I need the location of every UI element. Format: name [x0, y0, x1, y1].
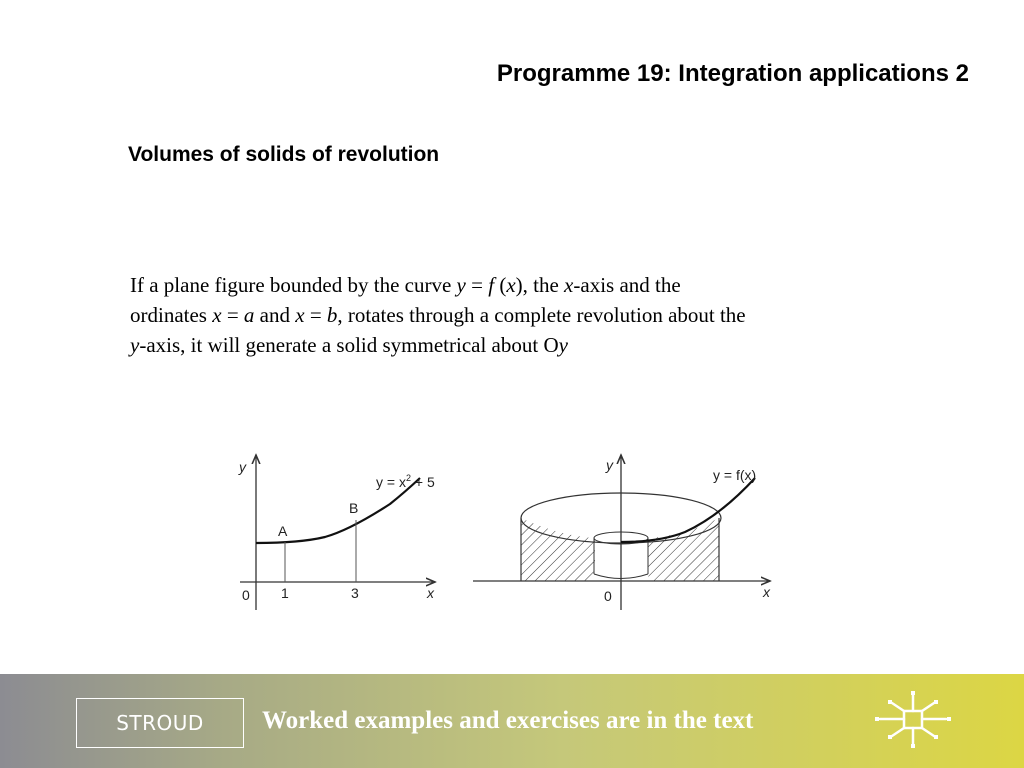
- text-run: ordinates: [130, 303, 213, 327]
- math-variable: x: [564, 273, 574, 297]
- curve-label-constant: + 5: [410, 474, 435, 490]
- text-run: If a plane figure bounded by the curve: [130, 273, 457, 297]
- text-run: =: [221, 303, 244, 327]
- math-variable: b: [326, 303, 338, 327]
- body-paragraph: [130, 270, 910, 360]
- text-run: -axis and the: [573, 273, 681, 297]
- left-origin-label: 0: [242, 587, 250, 603]
- math-variable: y: [456, 273, 466, 297]
- math-variable: y: [130, 333, 140, 357]
- tick-label-1: 1: [281, 585, 289, 601]
- math-variable: x: [212, 303, 222, 327]
- math-variable: f: [488, 273, 495, 297]
- paragraph-line-3: [130, 330, 910, 360]
- math-variable: x: [295, 303, 305, 327]
- left-curve-label: [376, 473, 435, 490]
- hatched-region-left: [521, 518, 595, 581]
- hatched-region-right: [648, 518, 719, 581]
- page-title: Programme 19: Integration applications 2: [496, 60, 969, 87]
- text-run: -axis, it will generate a solid symmetrical about O: [139, 333, 559, 357]
- right-curve-label: y = f(x): [713, 467, 757, 483]
- footer-text: Worked examples and exercises are in the text: [262, 707, 754, 734]
- circuit-icon: [872, 688, 954, 752]
- math-variable: y: [558, 333, 568, 357]
- point-a-label: A: [278, 523, 288, 539]
- text-run: =: [304, 303, 327, 327]
- right-x-label: x: [763, 584, 770, 600]
- left-y-label: y: [239, 459, 246, 475]
- right-y-label: y: [606, 457, 613, 473]
- text-run: (: [494, 273, 507, 297]
- curve-label-exponent: 2: [405, 473, 411, 483]
- text-run: ), the: [515, 273, 565, 297]
- text-run: =: [465, 273, 489, 297]
- point-b-label: B: [349, 500, 359, 516]
- section-subtitle: Volumes of solids of revolution: [128, 143, 440, 166]
- math-variable: a: [243, 303, 255, 327]
- text-run: and: [254, 303, 296, 327]
- paragraph-line-2: [130, 300, 910, 330]
- left-x-label: x: [427, 585, 434, 601]
- tick-label-3: 3: [351, 585, 359, 601]
- left-graph: [238, 455, 435, 610]
- right-graph: [473, 455, 771, 610]
- curve-label-main: y = x: [376, 474, 406, 490]
- math-variable: x: [506, 273, 516, 297]
- paragraph-line-1: [130, 270, 910, 300]
- footer-bar: [0, 674, 1024, 768]
- text-run: , rotates through a complete revolution about the: [337, 303, 746, 327]
- revolution-figure: [230, 450, 790, 620]
- stroud-logo: STROUD: [76, 698, 244, 748]
- right-origin-label: 0: [604, 588, 612, 604]
